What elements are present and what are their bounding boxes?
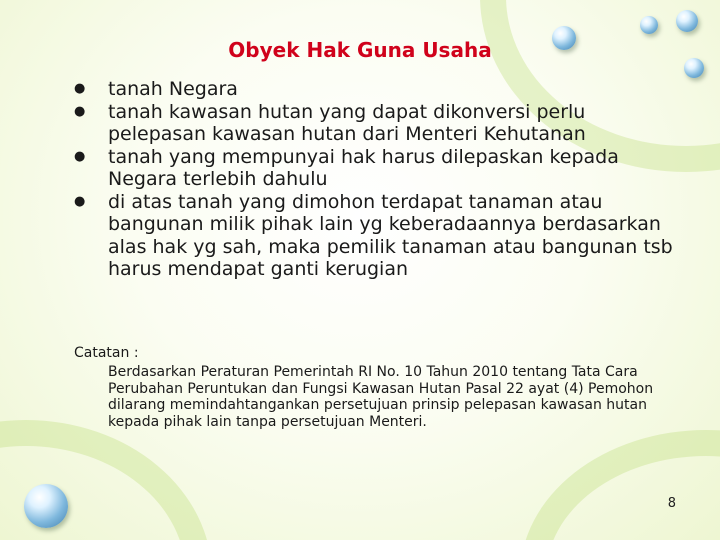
bullet-list [74,78,684,281]
list-item [74,146,684,191]
note-label: Catatan : [74,345,139,361]
water-drop-icon [676,10,698,32]
bullet-icon: ● [74,193,86,209]
bullet-text: tanah kawasan hutan yang dapat dikonversi perlu pelepasan kawasan hutan dari Menteri Kehutanan [108,100,586,145]
water-drop-icon [24,484,68,528]
water-drop-icon [640,16,658,34]
list-item [74,191,684,281]
page-number: 8 [667,496,676,511]
list-item [74,101,684,146]
bullet-icon: ● [74,103,86,119]
bullet-icon: ● [74,148,86,164]
slide-title: Obyek Hak Guna Usaha [228,38,492,62]
bullet-text: tanah Negara [108,78,238,100]
list-item [74,78,684,101]
bullet-text: di atas tanah yang dimohon terdapat tanaman atau bangunan milik pihak lain yg keberadaannya berdasarkan alas hak yg sah, maka pemilik tanaman atau bangunan tsb harus mendapat ganti kerugian [108,190,673,280]
bullet-icon: ● [74,81,86,96]
note-text: Berdasarkan Peraturan Pemerintah RI No. 10 Tahun 2010 tentang Tata Cara Perubahan Peruntukan dan Fungsi Kawasan Hutan Pasal 22 ayat (4) Pemohon dilarang memindahtangankan persetujuan prinsip pelepasan kawasan hutan kepada pihak lain tanpa persetujuan Menteri. [108,364,654,430]
bullet-text: tanah yang mempunyai hak harus dilepaskan kepada Negara terlebih dahulu [108,145,619,190]
green-swirl-bottom-right [520,430,720,540]
